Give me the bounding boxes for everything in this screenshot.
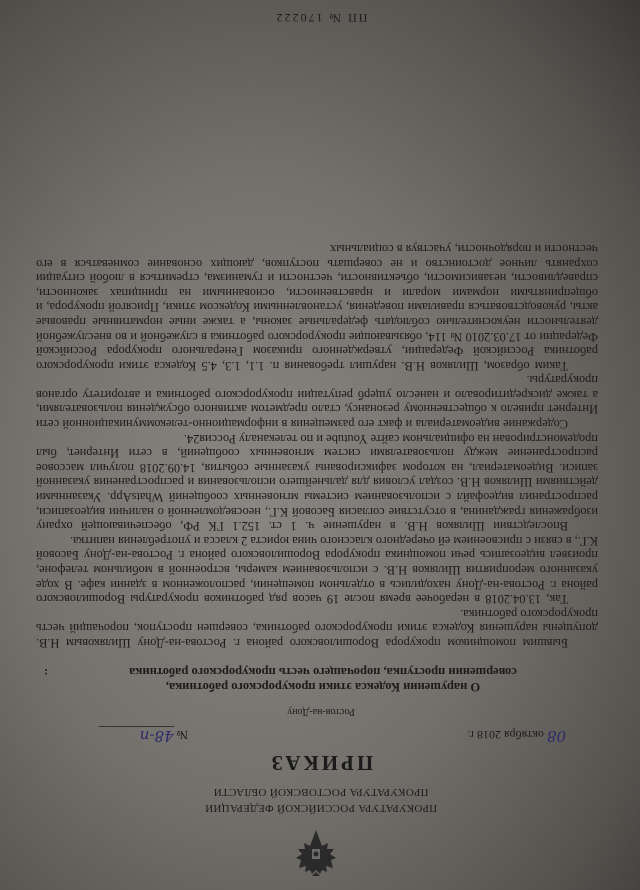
body-paragraph-2: Так, 13.04.2018 в нерабочее время после 19 часов ряд работников прокуратуры Ворошиловского района г. Ростова-на-Дону находились в отдельном помещении, расположенном в здании кафе. В ходе указанного мероприятия Шиляков Н.В. с использованием камеры, встроенной в мобильном телефоне, произвел видеозапись речи помощника прокурора Ворошиловского района г. Ростова-на-Дону Басовой К.Г., в связи с присвоением ей очередного классного чина юриста 2 класса и употребления напитка. [36,533,598,607]
org-name-regional: ПРОКУРАТУРА РОСТОВСКОЙ ОБЛАСТИ [213,786,429,798]
org-name-federal: ПРОКУРАТУРА РОССИЙСКОЙ ФЕДЕРАЦИИ [204,802,438,814]
heading-colon-mark: : [44,666,48,680]
order-date [467,727,566,745]
body-paragraph-1: Бывшим помощником прокурора Ворошиловского района г. Ростова-на-Дону Шиляковым Н.В. допущены нарушения Кодекса этики прокурорского работника, совершен проступок, порочащий честь прокурорского работника. [36,606,598,650]
document-type-title: ПРИКАЗ [268,751,374,775]
double-headed-eagle-emblem-icon [295,826,337,876]
heading-line-2: совершении проступка, порочащего честь прокурорского работника [129,665,517,679]
order-number [99,726,188,745]
order-body [36,241,598,650]
heading-line-1: О нарушении Кодекса этики прокурорского работника, [165,680,481,694]
body-paragraph-5: Таким образом, Шиляков Н.В. нарушил требования п. 1.1, 1.3, 4.5 Кодекса этики прокурорского работника Российской Федерации, утвержденного приказом Генерального прокурора Российской Федерации от 17.03.2010 № 114, обязывающие прокурорского работника в служебной и во внеслужебной деятельности неукоснительно соблюдать федеральные законы, а также иные нормативные правовые акты, руководствоваться правилами поведения, установленными Кодексом этики, Присягой прокурора, и общепринятыми нормами морали и нравственности, основанными на принципах законности, справедливости, независимости, объективности, честности и гуманизма, стремиться в любой ситуации сохранять личное достоинство и не совершать поступков, дающих основание сомневаться в его честности и порядочности, участвуя в социальных [36,241,598,373]
date-day-handwritten: 08 [546,727,566,745]
order-heading [88,664,558,694]
body-paragraph-3: Впоследствии Шиляков Н.В. в нарушение ч. 1 ст. 152.1 ГК РФ, обеспечивающей охрану изображения гражданина, в отсутствие согласия Басовой К.Г., неосведомленной о наличии видеозаписи, распространил видеофайл с использованием системы мгновенных сообщений WhatsApp. Указанными действиями Шиляков Н.В. создал условия для дальнейшего использования и распространения указанной записи. Видеоматериал, на котором зафиксированы указанные события, 14.09.2018 получил массовое распространение между пользователями систем мгновенных сообщений, в сети Интернет, был продемонстрирован на официальном сайте Youtube и по телеканалу Россия24. [36,431,598,534]
date-month-year: октября 2018 г. [467,728,544,742]
number-handwritten: 48-п [139,727,174,745]
number-sign: № [176,728,188,742]
order-page [24,0,618,890]
order-city: Ростов-на-Дону [287,706,355,717]
body-paragraph-4: Содержание видеоматериала и факт его размещения в информационно-телекоммуникационной сети Интернет привело к общественному резонансу, стало предметом активного обсуждения пользователями, а также дискредитировало и нанесло ущерб репутации прокурорского работника и авторитету органов прокуратуры. [36,373,598,432]
form-serial-number: ПП № 170222 [274,11,368,25]
